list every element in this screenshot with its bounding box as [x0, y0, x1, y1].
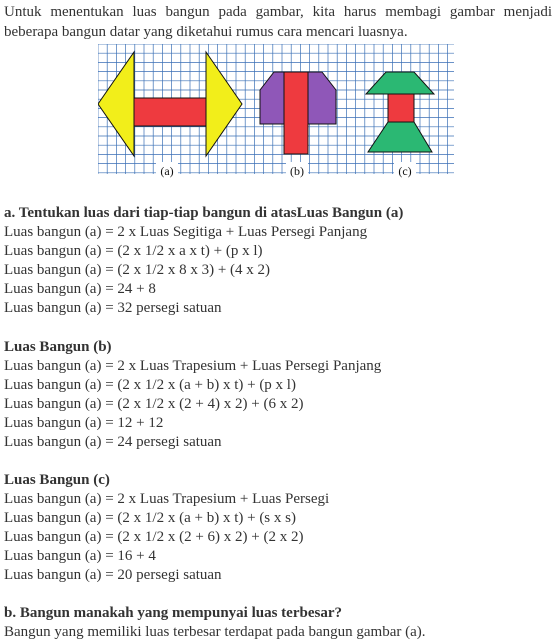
- shape-b: [260, 72, 336, 154]
- section-a-line-1: Luas bangun (a) = 2 x Luas Segitiga + Luas Persegi Panjang: [4, 224, 368, 240]
- shape-c: [366, 72, 434, 152]
- section-c-line-4: Luas bangun (a) = 16 + 4: [4, 548, 156, 564]
- section-b-line-2: Luas bangun (a) = (2 x 1/2 x (a + b) x t) + (p x l): [4, 377, 296, 393]
- section-c-line-3: Luas bangun (a) = (2 x 1/2 x (2 + 6) x 2) + (2 x 2): [4, 529, 304, 545]
- shape-a-middle-rectangle: [134, 98, 206, 126]
- section-b-line-5: Luas bangun (a) = 24 persegi satuan: [4, 434, 222, 450]
- section-c-line-2: Luas bangun (a) = (2 x 1/2 x (a + b) x t) + (s x s): [4, 510, 296, 526]
- question-b-heading: b. Bangun manakah yang mempunyai luas terbesar?: [4, 605, 342, 621]
- label-a: (a): [160, 164, 174, 178]
- section-b-heading: Luas Bangun (b): [4, 339, 112, 355]
- shape-c-top-trapezium: [366, 72, 434, 94]
- shape-b-right-trapezium: [308, 72, 336, 124]
- label-c: (c): [398, 164, 412, 178]
- section-a-heading: a. Tentukan luas dari tiap-tiap bangun di atasLuas Bangun (a): [4, 205, 404, 221]
- section-a-line-5: Luas bangun (a) = 32 persegi satuan: [4, 300, 222, 316]
- section-c-heading: Luas Bangun (c): [4, 472, 110, 488]
- shape-a-right-triangle: [206, 52, 242, 156]
- grid-figure-svg: [98, 44, 454, 178]
- section-b-line-3: Luas bangun (a) = (2 x 1/2 x (2 + 4) x 2) + (6 x 2): [4, 396, 304, 412]
- intro-paragraph: Untuk menentukan luas bangun pada gambar, kita harus membagi gambar menjadi beberapa bangun datar yang diketahui rumus cara mencari luasnya.: [4, 4, 552, 40]
- question-b-answer: Bangun yang memiliki luas terbesar terdapat pada bangun gambar (a).: [4, 624, 426, 640]
- section-a-line-2: Luas bangun (a) = (2 x 1/2 x a x t) + (p x l): [4, 243, 263, 259]
- section-a-line-3: Luas bangun (a) = (2 x 1/2 x 8 x 3) + (4 x 2): [4, 262, 271, 278]
- shape-a: [98, 52, 242, 156]
- section-c-line-5: Luas bangun (a) = 20 persegi satuan: [4, 567, 222, 583]
- section-a-line-4: Luas bangun (a) = 24 + 8: [4, 281, 156, 297]
- shape-b-center-rectangle: [284, 72, 308, 154]
- section-b-line-1: Luas bangun (a) = 2 x Luas Trapesium + Luas Persegi Panjang: [4, 358, 382, 374]
- section-c-line-1: Luas bangun (a) = 2 x Luas Trapesium + Luas Persegi: [4, 491, 330, 507]
- shape-a-left-triangle: [98, 52, 134, 156]
- shape-c-center-square: [388, 94, 414, 122]
- shapes-figure: [98, 44, 454, 178]
- label-b: (b): [290, 164, 304, 178]
- section-b-line-4: Luas bangun (a) = 12 + 12: [4, 415, 164, 431]
